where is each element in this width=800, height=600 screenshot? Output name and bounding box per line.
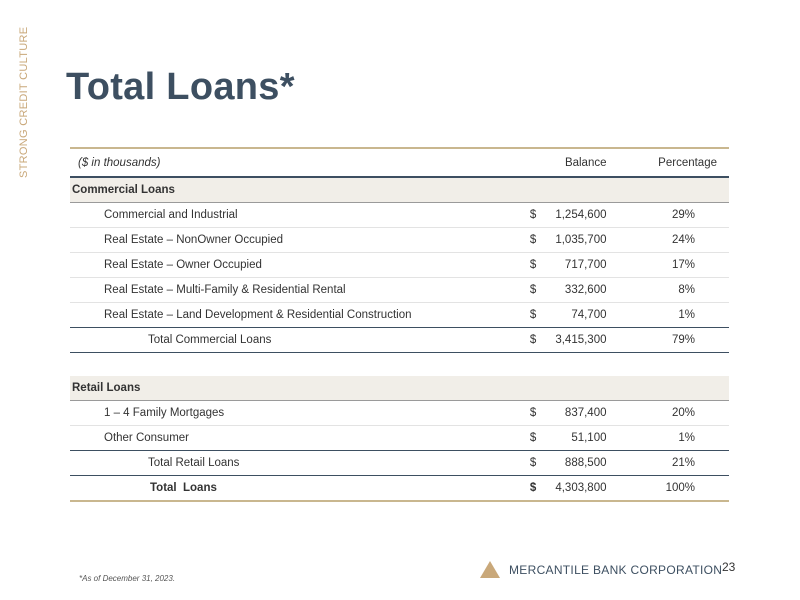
loans-table-container [70, 147, 729, 502]
total-balance: 888,500 [544, 451, 611, 476]
table-row [70, 228, 729, 253]
row-balance: 1,254,600 [544, 203, 611, 228]
dollar-sign: $ [522, 203, 544, 228]
row-balance: 717,700 [544, 253, 611, 278]
dollar-sign: $ [522, 401, 544, 426]
table-header-row [70, 148, 729, 177]
table-row [70, 203, 729, 228]
total-label: Total Commercial Loans [70, 328, 522, 353]
row-percentage: 20% [611, 401, 730, 426]
dollar-sign: $ [522, 476, 544, 502]
dollar-sign: $ [522, 253, 544, 278]
table-row [70, 303, 729, 328]
page-title: Total Loans* [66, 66, 295, 108]
row-percentage: 29% [611, 203, 730, 228]
table-row [70, 401, 729, 426]
dollar-sign: $ [522, 328, 544, 353]
triangle-logo-icon [480, 561, 500, 578]
row-balance: 51,100 [544, 426, 611, 451]
company-name: MERCANTILE BANK CORPORATION [509, 562, 723, 577]
units-label: ($ in thousands) [70, 148, 522, 177]
total-row-commercial [70, 328, 729, 353]
grand-total-percentage: 100% [611, 476, 730, 502]
loans-table [70, 147, 729, 502]
footnote: *As of December 31, 2023. [79, 574, 176, 583]
row-balance: 1,035,700 [544, 228, 611, 253]
row-label: Real Estate – Owner Occupied [70, 253, 522, 278]
row-label: Other Consumer [70, 426, 522, 451]
dollar-sign: $ [522, 426, 544, 451]
percentage-header: Percentage [611, 148, 730, 177]
row-percentage: 1% [611, 303, 730, 328]
row-label: Real Estate – NonOwner Occupied [70, 228, 522, 253]
total-percentage: 21% [611, 451, 730, 476]
total-label: Total Retail Loans [70, 451, 522, 476]
row-percentage: 17% [611, 253, 730, 278]
balance-header: Balance [544, 148, 611, 177]
company-logo [480, 561, 722, 578]
spacer-row [70, 353, 729, 377]
dollar-sign: $ [522, 303, 544, 328]
table-row [70, 426, 729, 451]
row-label: Commercial and Industrial [70, 203, 522, 228]
total-row-retail [70, 451, 729, 476]
total-percentage: 79% [611, 328, 730, 353]
row-percentage: 8% [611, 278, 730, 303]
row-balance: 837,400 [544, 401, 611, 426]
grand-total-label: Total Loans [70, 476, 522, 502]
row-percentage: 24% [611, 228, 730, 253]
total-balance: 3,415,300 [544, 328, 611, 353]
table-row [70, 253, 729, 278]
row-balance: 332,600 [544, 278, 611, 303]
side-label: STRONG CREDIT CULTURE [18, 26, 30, 178]
dollar-sign: $ [522, 451, 544, 476]
row-label: 1 – 4 Family Mortgages [70, 401, 522, 426]
table-row [70, 278, 729, 303]
section-label: Commercial Loans [70, 177, 522, 203]
section-label: Retail Loans [70, 376, 522, 401]
grand-total-balance: 4,303,800 [544, 476, 611, 502]
dollar-sign: $ [522, 278, 544, 303]
section-row-commercial [70, 177, 729, 203]
row-percentage: 1% [611, 426, 730, 451]
dollar-sign: $ [522, 228, 544, 253]
page-number: 23 [722, 560, 736, 574]
row-balance: 74,700 [544, 303, 611, 328]
grand-total-row [70, 476, 729, 502]
row-label: Real Estate – Land Development & Residential Construction [70, 303, 522, 328]
row-label: Real Estate – Multi-Family & Residential Rental [70, 278, 522, 303]
section-row-retail [70, 376, 729, 401]
